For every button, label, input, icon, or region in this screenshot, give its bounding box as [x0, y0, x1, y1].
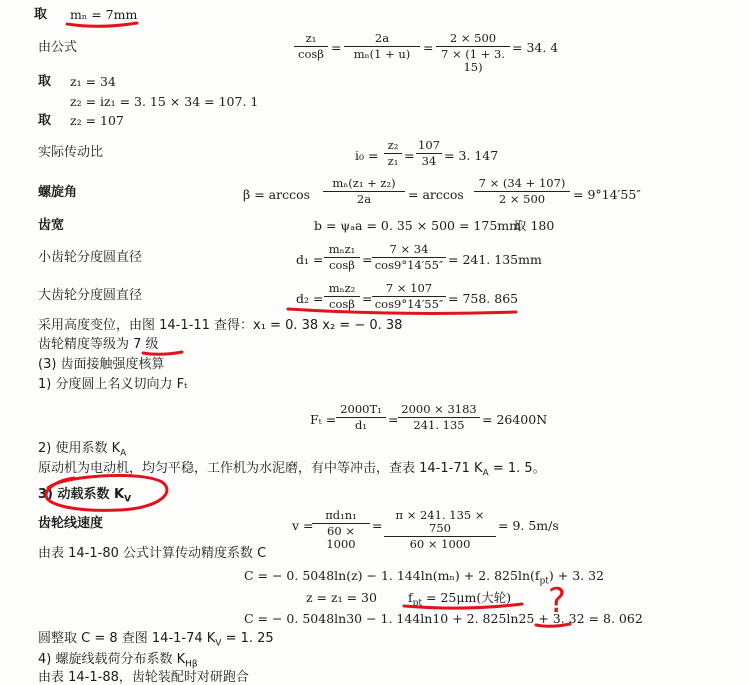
take-z1-label: 取	[38, 74, 52, 89]
equals-sign-5: =	[362, 291, 373, 306]
beta-arccos: = arccos	[408, 187, 464, 202]
equals-sign-3: =	[404, 148, 415, 163]
equals-sign-4: =	[362, 252, 373, 267]
gear-diameter-label: 大齿轮分度圆直径	[38, 288, 143, 303]
equals-sign-6: =	[388, 412, 399, 427]
height-modification-line: 采用高度变位，由图 14-1-11 查得：x₁ = 0. 38 x₂ = − 0. 38	[38, 318, 403, 333]
step-3-heading: 3) 动载系数 $K_V$	[38, 487, 132, 505]
c-computed-line: C = − 0. 5048ln30 − 1. 144ln10 + 2. 825ln25 + 3. 32 = 8. 062	[244, 611, 643, 626]
pinion-diameter-label: 小齿轮分度圆直径	[38, 250, 143, 265]
c-general-formula: C = − 0. 5048ln(z) − 1. 144ln(mₙ) + 2. $825\ln(f_{pt}) + 3$. 32	[244, 568, 605, 587]
accuracy-coefficient-line: 由表 14-1-80 公式计算传动精度系数 C	[38, 546, 267, 561]
d1-numeric-fraction: $\frac{7 \times 34}{\cos 9^\circ 14'55''}$	[372, 243, 446, 272]
v-lhs: v =	[292, 518, 314, 533]
i0-lhs: i₀ =	[355, 148, 379, 163]
d2-numeric-fraction: $\frac{7 \times 107}{\cos 9^\circ 14'55''}$	[372, 282, 446, 311]
round-c-line: 圆整取 C = 8 查图 14-1-74 $K_V = 1$. 25	[38, 631, 274, 649]
question-mark-icon: ?	[548, 581, 567, 621]
ft-symbolic-fraction: $\frac{\text{2000T₁}}{\text{d₁}}$	[336, 403, 386, 432]
result-34-4: = 34. 4	[512, 40, 559, 55]
underline-mn	[67, 23, 137, 26]
numeric-fraction: $\frac{2 \times 500}{7 \times (1 + 3. 15)}$	[436, 32, 510, 74]
d1-result: = 241. 135mm	[448, 252, 542, 267]
step-4-heading: 4) 螺旋线载荷分布系数 $K_{H\beta}$	[38, 652, 198, 670]
ratio-result: = 3. 147	[444, 148, 499, 163]
d1-symbolic-fraction: mₙz₁ cosβ	[324, 243, 360, 272]
beta-lhs: β = arccos	[243, 187, 311, 202]
z1-value: z₁ = 34	[70, 74, 116, 89]
helix-angle-label: 螺旋角	[38, 185, 78, 200]
107-34-fraction: $\frac{107}{34}$	[416, 139, 442, 168]
take-mn-label: 取	[34, 7, 48, 22]
2a-fraction: $\frac{2a}{\text{mₙ(1 + u)}}$	[344, 32, 420, 61]
face-width-equation: b = ψₐa = 0. 35 × 500 = 175mm	[314, 218, 521, 233]
last-line: 由表 14-1-88，齿轮装配时对研跑合	[38, 670, 249, 685]
d2-symbolic-fraction: mₙz₂ cosβ	[324, 282, 360, 311]
ft-result: = 26400N	[482, 412, 548, 427]
pitch-line-velocity-label: 齿轮线速度	[38, 516, 104, 531]
equals-sign: =	[331, 40, 342, 55]
section-3-heading: (3) 齿面接触强度核算	[38, 357, 165, 372]
face-width-take: 取 180	[514, 218, 555, 233]
v-result: = 9. 5m/s	[498, 518, 559, 533]
z2-value: z₂ = 107	[70, 113, 124, 128]
z2-z1-fraction: $\frac{\text{z₂}}{\text{z₁}}$	[384, 139, 402, 168]
equals-sign-2: =	[423, 40, 434, 55]
fpt-value: $f_{pt} = 25\mu m$(大轮)	[408, 590, 512, 609]
z-value-line: z = z₁ = 30	[306, 590, 377, 605]
d2-result: = 758. 865	[448, 291, 519, 306]
formula-label: 由公式	[38, 40, 78, 55]
take-z2-label: 取	[38, 113, 52, 128]
accuracy-grade-line: 齿轮精度等级为 7 级	[38, 337, 159, 352]
beta-result: = 9°14′55″	[573, 187, 641, 202]
prime-mover-line: 原动机为电动机，均匀平稳，工作机为水泥磨，有中等冲击，查表 14-1-71 $K_A = 1$. 5。	[38, 461, 546, 479]
beta-numeric-fraction: $\frac{7 \times (34 + 107)}{2 \times 500}$	[474, 177, 570, 206]
ft-lhs: Fₜ =	[310, 412, 337, 427]
v-numeric-fraction: $\frac{\pi \times 241. 135 \times 750}{60 \times 1000}$	[384, 509, 496, 551]
ft-numeric-fraction: $\frac{2000 \times 3183}{241. 135}$	[398, 403, 480, 432]
equals-sign-7: =	[372, 518, 383, 533]
step-1-heading: 1) 分度圆上名义切向力 Fₜ	[38, 377, 188, 392]
d2-lhs: d₂ =	[296, 291, 324, 306]
mn-value: mₙ = 7mm	[70, 7, 138, 22]
z2-calculation: z₂ = iz₁ = 3. 15 × 34 = 107. 1	[70, 94, 259, 109]
actual-ratio-label: 实际传动比	[38, 145, 104, 160]
beta-symbolic-fraction: $\frac{\text{mₙ(z₁ + z₂)}}{2a}$	[323, 177, 405, 206]
face-width-label: 齿宽	[38, 218, 65, 233]
v-symbolic-fraction: $\frac{\text{πd₁n₁}}{60 \times 1000}$	[312, 509, 370, 551]
step-2-heading: 2) 使用系数 $K_A$	[38, 441, 127, 459]
z1-over-cosb-fraction: $\frac{\text{z₁}}{\cos\beta}$	[294, 32, 328, 61]
underline-grade	[143, 352, 182, 354]
d1-lhs: d₁ =	[296, 252, 324, 267]
